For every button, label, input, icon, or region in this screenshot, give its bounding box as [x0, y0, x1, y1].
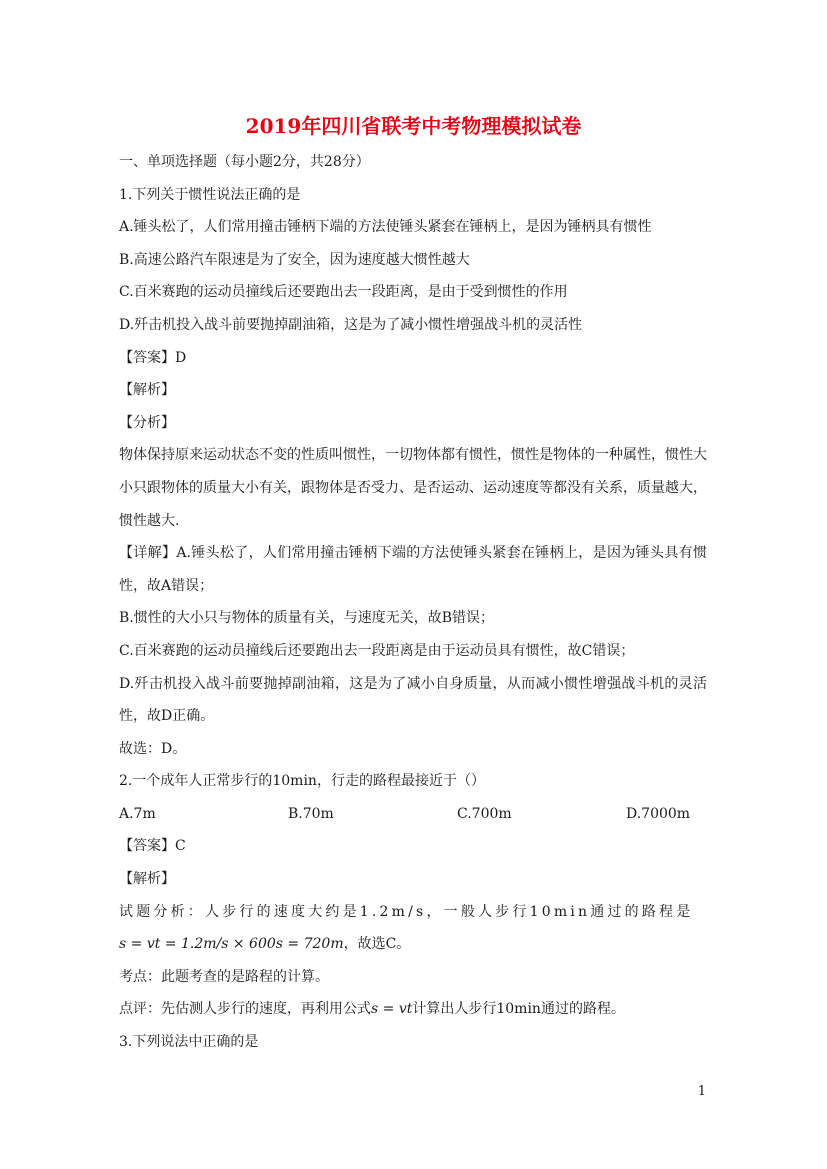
q1-answer: 【答案】D — [119, 349, 187, 366]
q2-dianping-post: 计算出人步行10min通过的路程。 — [412, 1001, 625, 1018]
q2-dianping-pre: 点评：先估测人步行的速度，再利用公式 — [119, 1001, 371, 1018]
q2-option-d: D.7000m — [626, 805, 691, 822]
q2-dianping — [119, 993, 707, 1026]
page-title: 2019年四川省联考中考物理模拟试卷 — [245, 114, 582, 138]
q1-option-a: A.锤头松了，人们常用撞击锤柄下端的方法使锤头紧套在锤柄上，是因为锤柄具有惯性 — [119, 219, 652, 236]
q3-stem: 3.下列说法中正确的是 — [119, 1034, 259, 1051]
q2-stem: 2.一个成年人正常步行的10min，行走的路程最接近于（） — [119, 773, 485, 790]
q2-answer: 【答案】C — [119, 838, 186, 855]
q2-option-c: C.700m — [457, 805, 512, 822]
q1-analysis: 物体保持原来运动状态不变的性质叫惯性，一切物体都有惯性，惯性是物体的一种属性，惯性大小只跟物体的质量大小有关，跟物体是否受力、是否运动、运动速度等都没有关系，质量越大，惯性越大. — [119, 447, 707, 529]
q2-formula-tail: ，故选C。 — [343, 936, 411, 953]
q1-jiexi: 【解析】 — [119, 382, 175, 399]
q2-analysis: 试题分析：人步行的速度大约是1.2m/s，一般人步行10min通过的路程是 — [119, 903, 694, 920]
q2-options — [119, 798, 707, 831]
q1-option-b: B.高速公路汽车限速是为了安全，因为速度越大惯性越大 — [119, 251, 470, 268]
q1-detail-d: D.歼击机投入战斗前要抛掉副油箱，这是为了减小自身质量，从而减小惯性增强战斗机的灵活性，故D正确。 — [119, 675, 707, 725]
q2-formula-line — [119, 928, 707, 961]
q1-fenxi: 【分析】 — [119, 414, 175, 431]
q2-formula: s = vt = 1.2m/s × 600s = 720m — [119, 936, 344, 953]
q2-dianping-formula: s = vt — [371, 1001, 413, 1018]
document-body — [119, 146, 707, 1059]
q1-detail-b: B.惯性的大小只与物体的质量有关，与速度无关，故B错误； — [119, 610, 495, 627]
q1-option-d: D.歼击机投入战斗前要抛掉副油箱，这是为了减小惯性增强战斗机的灵活性 — [119, 316, 583, 333]
q2-jiexi: 【解析】 — [119, 871, 175, 888]
q1-conclusion: 故选：D。 — [119, 740, 187, 757]
q2-option-b: B.70m — [288, 805, 334, 822]
q2-kaodian: 考点：此题考查的是路程的计算。 — [119, 968, 329, 985]
q2-option-a: A.7m — [119, 805, 156, 822]
q1-detail-c: C.百米赛跑的运动员撞线后还要跑出去一段距离是由于运动员具有惯性，故C错误； — [119, 642, 635, 659]
q1-option-c: C.百米赛跑的运动员撞线后还要跑出去一段距离，是由于受到惯性的作用 — [119, 284, 568, 301]
section-heading: 一、单项选择题（每小题2分，共28分） — [119, 154, 370, 170]
q1-detail-a: 【详解】A.锤头松了，人们常用撞击锤柄下端的方法使锤头紧套在锤柄上，是因为锤头具有惯性，故A错误； — [119, 545, 707, 594]
q1-stem: 1.下列关于惯性说法正确的是 — [119, 186, 301, 203]
page-number: 1 — [697, 1084, 706, 1099]
